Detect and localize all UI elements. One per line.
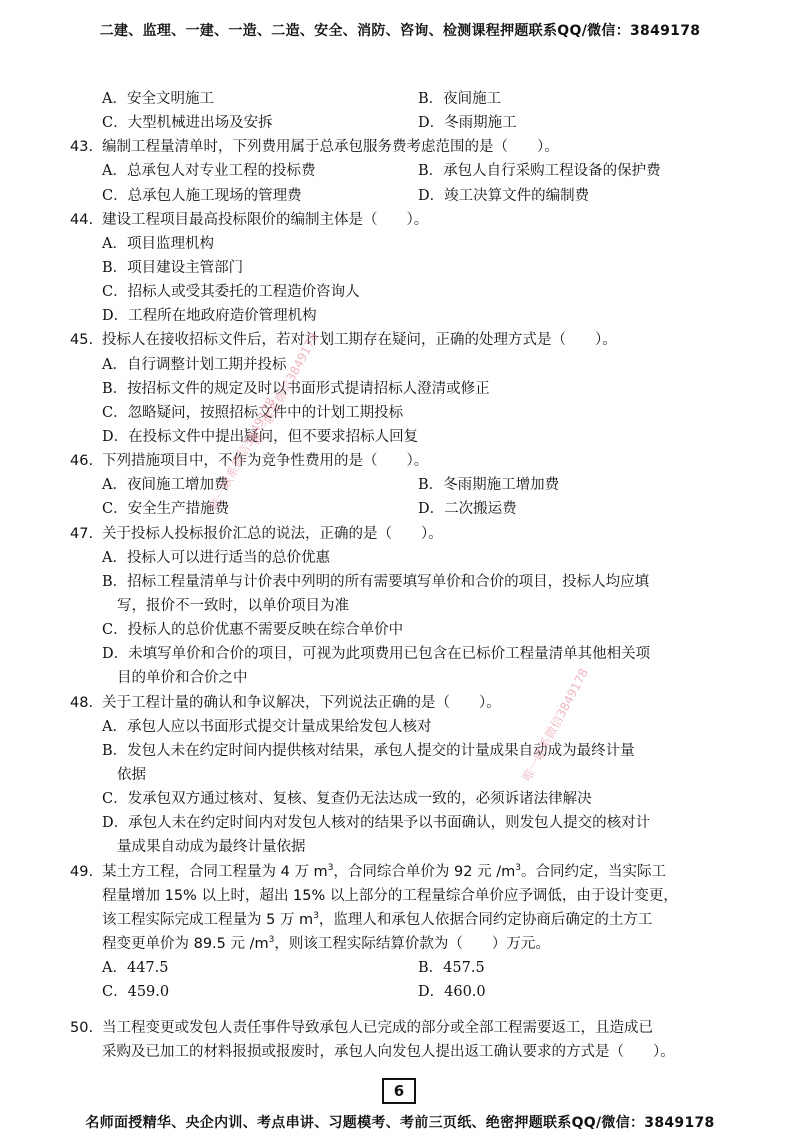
option-b: B．夜间施工 xyxy=(418,91,502,107)
option-c: C．总承包人施工现场的管理费 xyxy=(102,187,302,204)
text-segment: 程变更单价为 89.5 元 /m xyxy=(102,935,269,952)
option-row xyxy=(70,184,736,208)
option-row xyxy=(70,425,736,449)
question-50-stem xyxy=(70,1016,736,1040)
option-row xyxy=(70,666,736,690)
text-segment: 。合同约定，当实际工 xyxy=(520,863,666,880)
question-text: 下列措施项目中，不作为竞争性费用的是（ ）。 xyxy=(102,453,429,470)
option-a: A．总承包人对专业工程的投标费 xyxy=(102,163,316,180)
superscript: 3 xyxy=(327,862,334,873)
question-number: 50. xyxy=(70,1020,94,1037)
option-a: A．自行调整计划工期并投标 xyxy=(102,356,287,373)
superscript: 3 xyxy=(268,935,275,946)
question-text: 关于工程计量的确认和争议解决，下列说法正确的是（ ）。 xyxy=(102,694,501,711)
option-c: C．投标人的总价优惠不需要反映在综合单价中 xyxy=(102,622,404,639)
option-d: D．460.0 xyxy=(418,984,486,1001)
option-d-continued: 量成果自动成为最终计量依据 xyxy=(117,839,306,856)
option-row xyxy=(70,618,736,642)
option-row xyxy=(70,232,736,256)
option-row xyxy=(70,594,736,618)
option-row xyxy=(70,473,736,497)
option-b: B．冬雨期施工增加费 xyxy=(418,477,560,494)
option-row xyxy=(70,546,736,570)
question-50-line xyxy=(70,1040,736,1064)
question-44-stem xyxy=(70,208,736,232)
option-row xyxy=(70,642,736,666)
option-row xyxy=(70,256,736,280)
option-b: B．承包人自行采购工程设备的保护费 xyxy=(418,163,661,180)
question-text: 当工程变更或发包人责任事件导致承包人已完成的部分或全部工程需要返工，且造成已 xyxy=(102,1020,653,1037)
question-text: 建设工程项目最高投标限价的编制主体是（ ）。 xyxy=(102,211,429,228)
question-number: 47. xyxy=(70,525,94,542)
watermark: 唯一联系微信3849178 xyxy=(206,395,279,513)
spacer xyxy=(70,1004,736,1016)
option-row xyxy=(70,739,736,763)
text-segment: ，则该工程实际结算价款为（ ）万元。 xyxy=(274,935,550,952)
option-b: B．招标工程量清单与计价表中列明的所有需要填写单价和合价的项目，投标人均应填 xyxy=(102,573,650,590)
option-row xyxy=(70,304,736,328)
question-text: 采购及已加工的材料报损或报废时，承包人向发包人提出返工确认要求的方式是（ ）。 xyxy=(102,1044,675,1061)
text-segment: ，合同综合单价为 92 元 /m xyxy=(333,863,516,880)
option-row xyxy=(70,87,736,111)
option-d: D．二次搬运费 xyxy=(418,501,517,518)
option-c: C．忽略疑问，按照招标文件中的计划工期投标 xyxy=(102,404,404,421)
question-number: 46. xyxy=(70,453,94,470)
option-row xyxy=(70,377,736,401)
text-segment: ，监理人和承包人依据合同约定协商后确定的土方工 xyxy=(318,911,653,928)
question-49-stem xyxy=(70,860,736,884)
option-row xyxy=(70,811,736,835)
header-banner: 二建、监理、一建、一造、二造、安全、消防、咨询、检测课程押题联系QQ/微信：3849178 xyxy=(99,23,701,39)
option-a: A．投标人可以进行适当的总价优惠 xyxy=(102,549,330,566)
question-text xyxy=(102,860,666,884)
question-number: 44. xyxy=(70,211,94,228)
footer-banner: 名师面授精华、央企内训、考点串讲、习题模考、考前三页纸、绝密押题联系QQ/微信：3849178 xyxy=(85,1115,715,1131)
option-row xyxy=(70,980,736,1004)
option-a: A．项目监理机构 xyxy=(102,235,214,252)
question-46-stem xyxy=(70,449,736,473)
question-text: 编制工程量清单时，下列费用属于总承包服务费考虑范围的是（ ）。 xyxy=(102,139,559,156)
option-row xyxy=(70,280,736,304)
option-row xyxy=(70,787,736,811)
option-d: D．竣工决算文件的编制费 xyxy=(418,187,590,204)
option-d: D．冬雨期施工 xyxy=(418,115,517,132)
watermark: 唯一联系微信3849178 xyxy=(519,666,592,784)
option-a: A．承包人应以书面形式提交计量成果给发包人核对 xyxy=(102,718,432,735)
question-text: 投标人在接收招标文件后，若对计划工期存在疑问，正确的处理方式是（ ）。 xyxy=(102,332,617,349)
superscript: 3 xyxy=(313,910,319,921)
question-number: 49. xyxy=(70,863,94,880)
text-segment: 某土方工程，合同工程量为 4 万 m xyxy=(102,863,328,880)
option-row xyxy=(70,401,736,425)
option-row xyxy=(70,956,736,980)
page-number: 6 xyxy=(382,1078,416,1104)
option-c: C．大型机械进出场及安拆 xyxy=(102,115,273,132)
option-row xyxy=(70,763,736,787)
question-number: 45. xyxy=(70,332,94,349)
question-49-line xyxy=(70,932,736,956)
question-47-stem xyxy=(70,522,736,546)
question-48-stem xyxy=(70,691,736,715)
option-d: D．承包人未在约定时间内对发包人核对的结果予以书面确认，则发包人提交的核对计 xyxy=(102,815,651,832)
option-c: C．459.0 xyxy=(102,984,170,1001)
question-text: 关于投标人投标报价汇总的说法，正确的是（ ）。 xyxy=(102,525,443,542)
text-segment: 该工程实际完成工程量为 5 万 m xyxy=(102,911,314,928)
question-number: 43. xyxy=(70,139,94,156)
option-b: B．按招标文件的规定及时以书面形式提请招标人澄清或修正 xyxy=(102,380,490,397)
exam-content xyxy=(70,87,736,1065)
option-b-continued: 写，报价不一致时，以单价项目为准 xyxy=(117,597,349,614)
option-a: A．夜间施工增加费 xyxy=(102,477,229,494)
question-43-stem xyxy=(70,135,736,159)
option-a: A．安全文明施工 xyxy=(102,91,214,107)
option-c: C．发承包双方通过核对、复核、复查仍无法达成一致的，必须诉诸法律解决 xyxy=(102,791,592,808)
question-number: 48. xyxy=(70,694,94,711)
option-row xyxy=(70,835,736,859)
question-49-line xyxy=(70,908,736,932)
option-c: C．招标人或受其委托的工程造价咨询人 xyxy=(102,284,360,301)
option-b: B．457.5 xyxy=(418,960,485,977)
question-45-stem xyxy=(70,328,736,352)
question-text: 程量增加 15% 以上时，超出 15% 以上部分的工程量综合单价应予调低，由于设计变更， xyxy=(102,887,678,904)
option-row xyxy=(70,715,736,739)
option-row xyxy=(70,159,736,183)
question-text xyxy=(102,908,652,932)
option-d: D．未填写单价和合价的项目，可视为此项费用已包含在已标价工程量清单其他相关项 xyxy=(102,646,651,663)
watermark: 唯一联系微信3849178 xyxy=(249,330,322,448)
option-b: B．发包人未在约定时间内提供核对结果，承包人提交的计量成果自动成为最终计量 xyxy=(102,742,635,759)
question-text xyxy=(102,932,550,956)
option-d-continued: 目的单价和合价之中 xyxy=(117,670,248,687)
option-d: D．工程所在地政府造价管理机构 xyxy=(102,308,317,325)
question-49-line xyxy=(70,884,736,908)
option-c: C．安全生产措施费 xyxy=(102,501,230,518)
option-b-continued: 依据 xyxy=(117,766,146,783)
option-d: D．在投标文件中提出疑问，但不要求招标人回复 xyxy=(102,428,419,445)
option-row xyxy=(70,570,736,594)
option-a: A．447.5 xyxy=(102,960,169,977)
option-row xyxy=(70,111,736,135)
option-row xyxy=(70,497,736,521)
option-b: B．项目建设主管部门 xyxy=(102,259,244,276)
superscript: 3 xyxy=(515,862,521,873)
option-row xyxy=(70,353,736,377)
